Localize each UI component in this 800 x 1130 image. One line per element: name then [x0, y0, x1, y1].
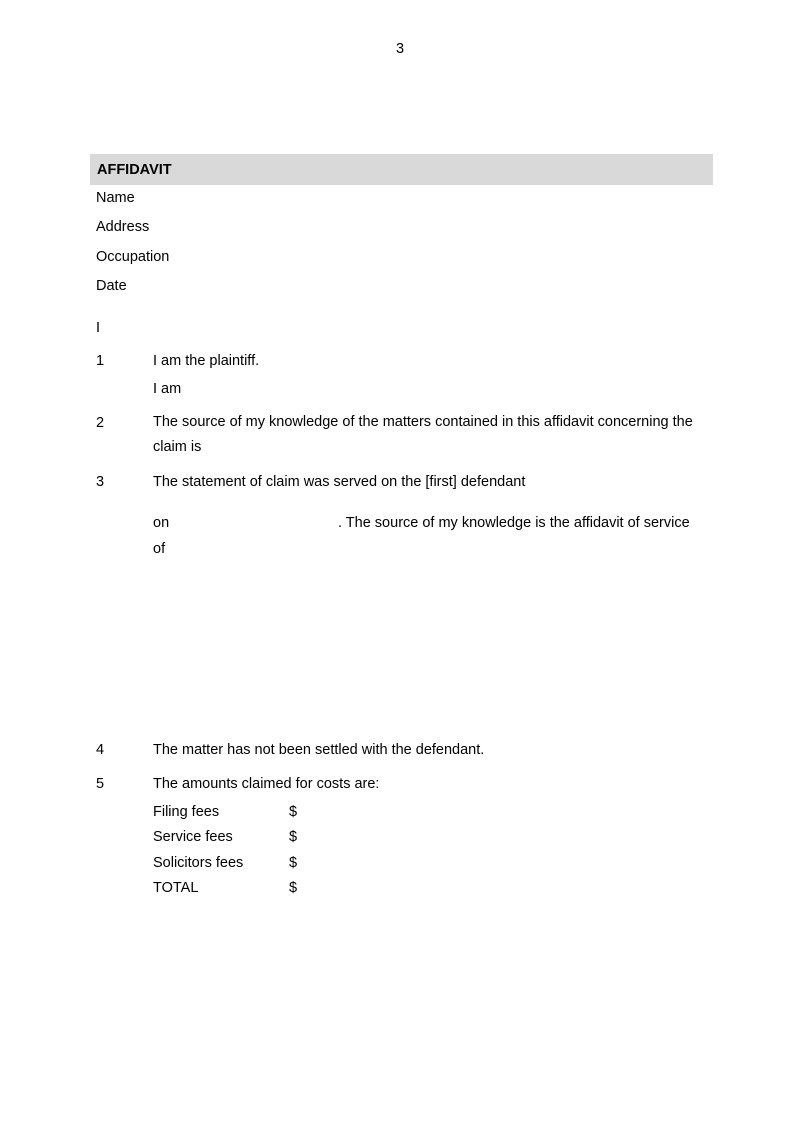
- cost-label-total: TOTAL: [153, 880, 199, 896]
- cost-symbol: $: [289, 855, 298, 871]
- paragraph-text: I am the plaintiff.: [153, 353, 260, 369]
- title-bar: [90, 154, 713, 185]
- paragraph-continuation-rest: . The source of my knowledge is the affidavit of service: [338, 515, 690, 531]
- name-field-label: Name: [96, 190, 135, 206]
- paragraph-text: The source of my knowledge of the matters contained in this affidavit concerning the claim is: [153, 414, 693, 455]
- page-title: AFFIDAVIT: [97, 162, 172, 178]
- paragraph-number: 3: [96, 474, 105, 490]
- occupation-field-label: Occupation: [96, 249, 170, 265]
- paragraph-subtext: I am: [153, 381, 182, 397]
- paragraph-number: 1: [96, 353, 105, 369]
- paragraph-continuation-on: on: [153, 515, 170, 531]
- address-field-label: Address: [96, 219, 150, 235]
- cost-label-filing-fees: Filing fees: [153, 804, 220, 820]
- paragraph-number: 2: [96, 415, 105, 431]
- paragraph-continuation-end: of: [153, 541, 166, 557]
- paragraph-text: The matter has not been settled with the defendant.: [153, 742, 485, 758]
- paragraph-text: The statement of claim was served on the [first] defendant: [153, 474, 526, 490]
- cost-label-service-fees: Service fees: [153, 829, 233, 845]
- cost-label-solicitors-fees: Solicitors fees: [153, 855, 244, 871]
- cost-symbol: $: [289, 804, 298, 820]
- date-field-label: Date: [96, 278, 127, 294]
- page-number: 3: [395, 41, 405, 57]
- cost-symbol: $: [289, 829, 298, 845]
- paragraph-text: The amounts claimed for costs are:: [153, 776, 380, 792]
- cost-symbol: $: [289, 880, 298, 896]
- deponent-label: I: [96, 320, 101, 336]
- paragraph-number: 5: [96, 776, 105, 792]
- paragraph-number: 4: [96, 742, 105, 758]
